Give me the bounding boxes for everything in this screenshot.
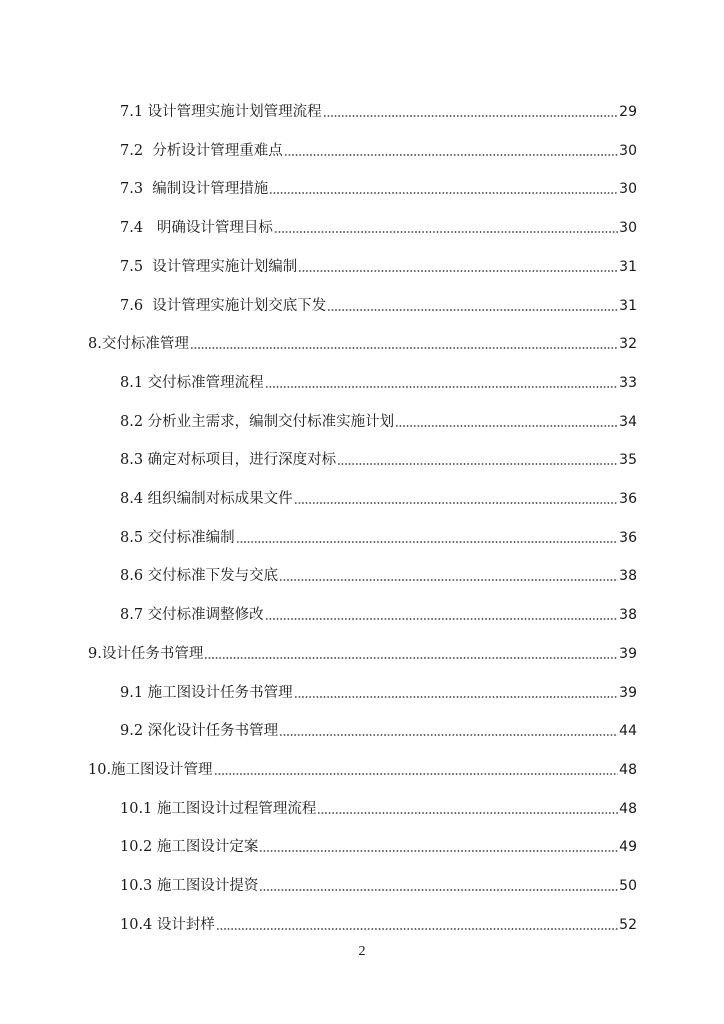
toc-entry-page: 38 bbox=[619, 607, 637, 624]
toc-dot-leader bbox=[214, 773, 619, 775]
toc-entry-title: 8.交付标准管理 bbox=[88, 336, 189, 353]
toc-entry-page: 36 bbox=[619, 529, 637, 546]
toc-entry[interactable] bbox=[120, 446, 637, 470]
toc-dot-leader bbox=[236, 541, 619, 543]
toc-entry[interactable] bbox=[88, 640, 637, 664]
toc-dot-leader bbox=[298, 270, 618, 272]
toc-entry[interactable] bbox=[120, 524, 637, 548]
toc-entry-title: 9.设计任务书管理 bbox=[88, 645, 204, 662]
toc-entry[interactable] bbox=[120, 137, 637, 161]
toc-entry-page: 30 bbox=[619, 220, 637, 237]
toc-entry-title: 9.1 施工图设计任务书管理 bbox=[120, 684, 293, 701]
toc-dot-leader bbox=[269, 192, 618, 194]
toc-entry[interactable] bbox=[120, 601, 637, 625]
toc-entry-page: 36 bbox=[619, 491, 637, 507]
toc-dot-leader bbox=[279, 579, 618, 581]
toc-entry-title: 8.4 组织编制对标成果文件 bbox=[120, 491, 293, 507]
toc-dot-leader bbox=[279, 734, 618, 736]
toc-entry-page: 38 bbox=[619, 568, 637, 585]
toc-dot-leader bbox=[265, 618, 619, 620]
toc-entry[interactable] bbox=[120, 98, 637, 122]
toc-entry-title: 8.2 分析业主需求，编制交付标准实施计划 bbox=[120, 413, 395, 430]
toc-dot-leader bbox=[294, 696, 619, 698]
toc-entry[interactable] bbox=[120, 175, 637, 199]
toc-entry-title: 8.7 交付标准调整修改 bbox=[120, 607, 264, 624]
toc-entry-title: 7.3 编制设计管理措施 bbox=[120, 181, 269, 198]
toc-entry-title: 10.1 施工图设计过程管理流程 bbox=[120, 800, 317, 817]
toc-entry[interactable] bbox=[120, 833, 637, 857]
toc-entry[interactable] bbox=[120, 562, 637, 586]
toc-entry[interactable] bbox=[120, 485, 637, 509]
toc-entry-page: 34 bbox=[619, 413, 637, 430]
toc-entry[interactable] bbox=[120, 717, 637, 741]
toc-entry-title: 8.1 交付标准管理流程 bbox=[120, 374, 264, 391]
toc-dot-leader bbox=[294, 502, 619, 504]
toc-entry-title: 10.3 施工图设计提资 bbox=[120, 878, 259, 894]
toc-entry-page: 39 bbox=[619, 684, 637, 701]
toc-entry-title: 8.3 确定对标项目，进行深度对标 bbox=[120, 452, 337, 469]
toc-entry-title: 7.1 设计管理实施计划管理流程 bbox=[120, 104, 322, 120]
toc-entry-title: 10.2 施工图设计定案 bbox=[120, 839, 259, 856]
toc-dot-leader bbox=[265, 386, 619, 388]
toc-entry[interactable] bbox=[120, 253, 637, 277]
toc-entry-page: 49 bbox=[619, 839, 637, 856]
toc-entry-page: 44 bbox=[619, 723, 637, 740]
page-number: 2 bbox=[358, 944, 366, 959]
toc-entry-page: 39 bbox=[619, 645, 637, 662]
toc-dot-leader bbox=[327, 309, 618, 311]
toc-dot-leader bbox=[259, 850, 618, 852]
toc-entry-title: 10.施工图设计管理 bbox=[88, 761, 213, 778]
toc-entry-title: 8.5 交付标准编制 bbox=[120, 529, 235, 546]
toc-entry[interactable] bbox=[120, 214, 637, 238]
toc-entry[interactable] bbox=[120, 292, 637, 316]
toc-entry-title: 8.6 交付标准下发与交底 bbox=[120, 568, 279, 585]
toc-dot-leader bbox=[190, 347, 618, 349]
toc-entry-title: 9.2 深化设计任务书管理 bbox=[120, 723, 279, 740]
toc-entry-page: 29 bbox=[619, 104, 637, 120]
toc-dot-leader bbox=[323, 115, 619, 117]
toc-dot-leader bbox=[204, 657, 618, 659]
toc-entry[interactable] bbox=[120, 795, 637, 819]
toc-entry-page: 30 bbox=[619, 142, 637, 159]
toc-entry-page: 35 bbox=[619, 452, 637, 469]
toc-entry[interactable] bbox=[88, 756, 637, 780]
toc-entry[interactable] bbox=[120, 408, 637, 432]
toc-entry-page: 31 bbox=[619, 258, 637, 275]
toc-entry-title: 7.5 设计管理实施计划编制 bbox=[120, 258, 298, 275]
toc-dot-leader bbox=[337, 463, 618, 465]
toc-entry-page: 33 bbox=[619, 374, 637, 391]
toc-dot-leader bbox=[395, 425, 618, 427]
toc-dot-leader bbox=[284, 154, 618, 156]
toc-entry-page: 32 bbox=[619, 336, 637, 353]
toc-entry[interactable] bbox=[120, 911, 637, 935]
toc-dot-leader bbox=[274, 231, 618, 233]
toc-entry-title: 7.2 分析设计管理重难点 bbox=[120, 142, 283, 159]
toc-entry[interactable] bbox=[120, 872, 637, 896]
toc-entry-page: 52 bbox=[619, 916, 637, 933]
toc-entry[interactable] bbox=[120, 369, 637, 393]
toc-entry-page: 50 bbox=[619, 878, 637, 894]
toc-entry-page: 30 bbox=[619, 181, 637, 198]
toc-entry-title: 10.4 设计封样 bbox=[120, 916, 215, 933]
toc-entry-title: 7.4 明确设计管理目标 bbox=[120, 220, 273, 237]
toc-entry-title: 7.6 设计管理实施计划交底下发 bbox=[120, 297, 327, 314]
toc-entry-page: 48 bbox=[619, 761, 637, 778]
toc-entry[interactable] bbox=[88, 330, 637, 354]
toc-dot-leader bbox=[259, 889, 618, 891]
toc-entry-page: 31 bbox=[619, 297, 637, 314]
toc-dot-leader bbox=[317, 812, 618, 814]
toc-entry[interactable] bbox=[120, 679, 637, 703]
toc-dot-leader bbox=[216, 928, 618, 930]
toc-entry-page: 48 bbox=[619, 800, 637, 817]
